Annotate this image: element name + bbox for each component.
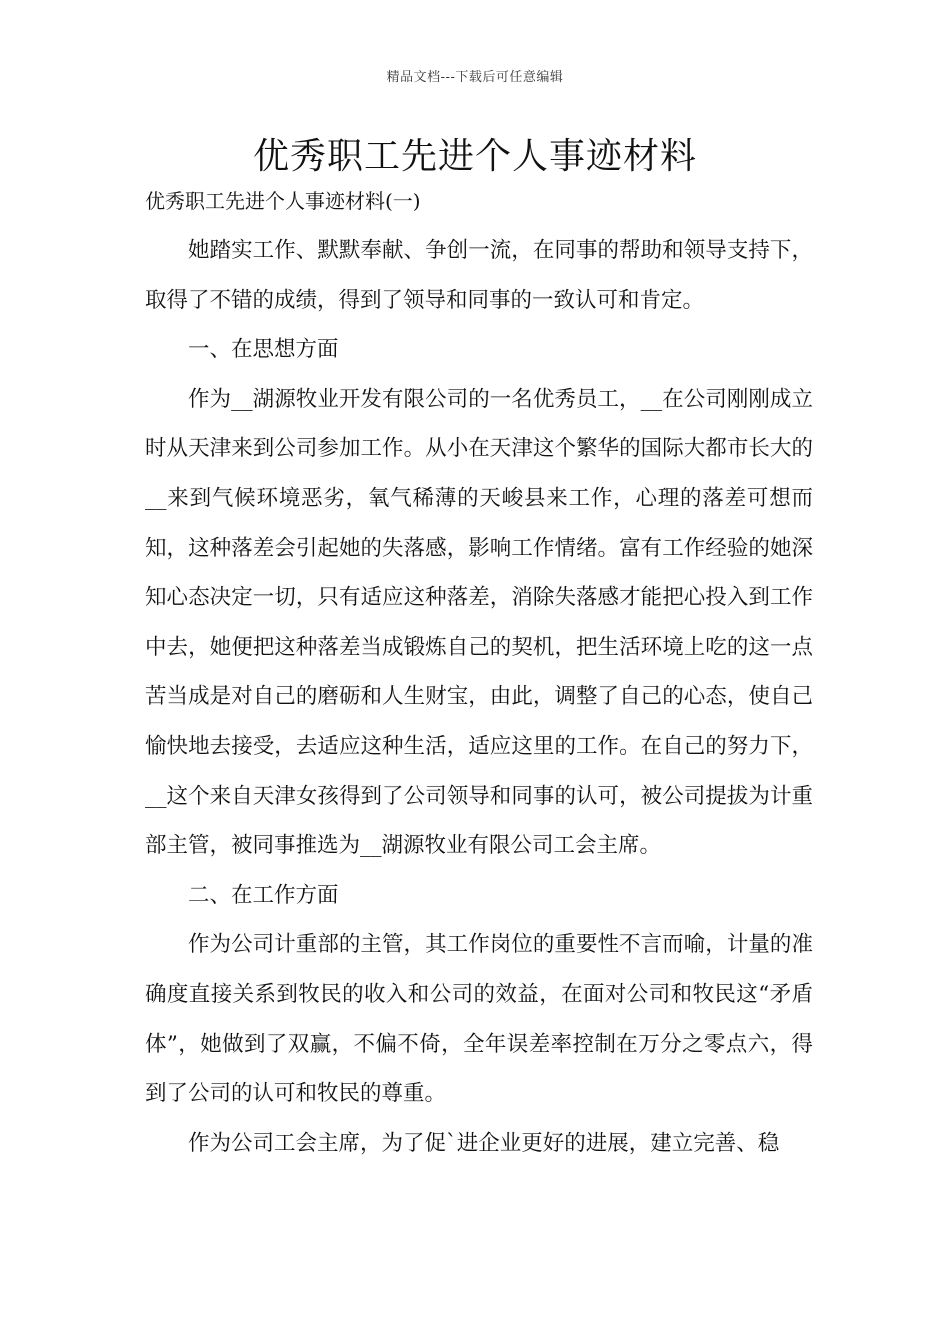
- paragraph-thought: 作为__湖源牧业开发有限公司的一名优秀员工，__在公司刚刚成立时从天津来到公司参加工作。从小在天津这个繁华的国际大都市长大的__来到气候环境恶劣，氧气稀薄的天峻县来工作，心理的落差可想而知，这种落差会引起她的失落感，影响工作情绪。富有工作经验的她深知心态决定一切，只有适应这种落差，消除失落感才能把心投入到工作中去，她便把这种落差当成锻炼自己的契机，把生活环境上吃的这一点苦当成是对自己的磨砺和人生财宝，由此，调整了自己的心态，使自己愉快地去接受，去适应这种生活，适应这里的工作。在自己的努力下，__这个来自天津女孩得到了公司领导和同事的认可，被公司提拔为计重部主管，被同事推选为__湖源牧业有限公司工会主席。: [145, 386, 813, 859]
- document-subtitle: 优秀职工先进个人事迹材料(一): [145, 189, 421, 213]
- paragraph-intro: 她踏实工作、默默奉献、争创一流，在同事的帮助和领导支持下，取得了不错的成绩，得到了领导和同事的一致认可和肯定。: [145, 238, 813, 313]
- document-title: 优秀职工先进个人事迹材料: [252, 136, 697, 177]
- section-heading-work: 二、在工作方面: [188, 882, 339, 908]
- header-note: 精品文档---下载后可任意编辑: [386, 70, 564, 85]
- paragraph-work: 作为公司计重部的主管，其工作岗位的重要性不言而喻，计量的准确度直接关系到牧民的收入和公司的效益，在面对公司和牧民这“矛盾体”，她做到了双赢，不偏不倚，全年误差率控制在万分之零点六，得到了公司的认可和牧民的尊重。: [145, 932, 813, 1107]
- document-body: [145, 226, 813, 1168]
- paragraph-union: 作为公司工会主席，为了促`进企业更好的进展，建立完善、稳: [188, 1130, 780, 1156]
- section-heading-thought: 一、在思想方面: [188, 337, 339, 363]
